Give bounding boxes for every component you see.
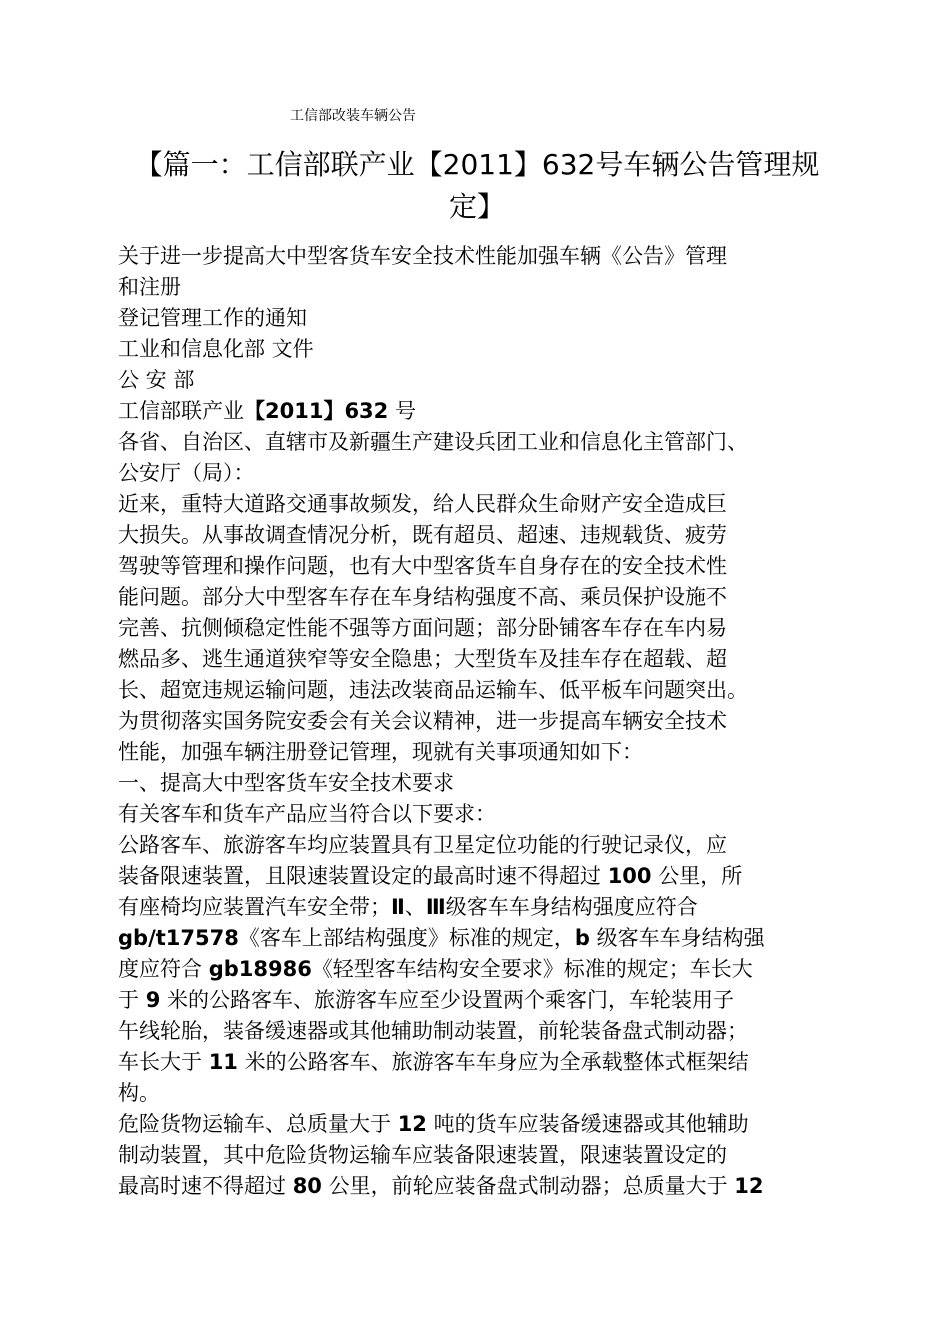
- text-segment: 号: [388, 399, 416, 423]
- text-segment: 《客车上部结构强度》标准的规定，: [238, 926, 575, 950]
- title-line-1: 【篇一：工信部联产业【2011】632号车辆公告管理规: [134, 148, 820, 181]
- text-segment: 燃品多、逃生通道狭窄等安全隐患；大型货车及挂车存在超载、超: [118, 647, 727, 671]
- text-segment: 能问题。部分大中型客车存在车身结构强度不高、乘员保护设施不: [118, 585, 727, 609]
- header-note: 工信部改装车辆公告: [290, 108, 416, 124]
- text-segment: Ⅲ: [425, 895, 446, 919]
- text-segment: 完善、抗侧倾稳定性能不强等方面问题；部分卧铺客车存在车内易: [118, 616, 727, 640]
- text-segment: 公 安 部: [118, 368, 195, 392]
- text-segment: 100: [607, 864, 652, 888]
- text-line: [118, 768, 838, 799]
- text-segment: 、: [404, 895, 426, 919]
- text-line: [118, 1140, 838, 1171]
- text-segment: 公路客车、旅游客车均应装置具有卫星定位功能的行驶记录仪，应: [118, 833, 727, 857]
- title-line-2: 定】: [448, 190, 505, 223]
- text-segment: 公安厅（局）：: [118, 461, 255, 485]
- text-segment: 12: [397, 1112, 427, 1136]
- text-segment: 驾驶等管理和操作问题，也有大中型客货车自身存在的安全技术性: [118, 554, 727, 578]
- text-line: [118, 458, 838, 489]
- text-segment: 级客车车身结构强度应符合: [445, 895, 698, 919]
- text-segment: 各省、自治区、直辖市及新疆生产建设兵团工业和信息化主管部门、: [118, 430, 748, 454]
- text-segment: 制动装置，其中危险货物运输车应装备限速装置，限速装置设定的: [118, 1143, 727, 1167]
- text-segment: 80: [292, 1174, 322, 1198]
- text-segment: 午线轮胎，装备缓速器或其他辅助制动装置，前轮装备盘式制动器；: [118, 1019, 748, 1043]
- text-segment: 【2011】632: [244, 399, 389, 423]
- text-segment: 关于进一步提高大中型客货车安全技术性能加强车辆《公告》管理: [118, 244, 727, 268]
- text-line: [118, 1047, 838, 1078]
- text-segment: 级客车车身结构强: [589, 926, 765, 950]
- text-line: [118, 985, 838, 1016]
- text-segment: 和注册: [118, 275, 181, 299]
- text-line: [118, 892, 838, 923]
- text-segment: 11: [208, 1050, 238, 1074]
- text-line: [118, 334, 838, 365]
- text-segment: 公里，所: [651, 864, 743, 888]
- text-line: [118, 272, 838, 303]
- text-segment: gb/t17578: [118, 926, 239, 950]
- text-segment: 最高时速不得超过: [118, 1174, 293, 1198]
- text-line: [118, 737, 838, 768]
- text-line: [118, 365, 838, 396]
- text-segment: 工信部联产业: [118, 399, 244, 423]
- text-line: [118, 1078, 838, 1109]
- text-line: [118, 861, 838, 892]
- text-segment: 米的公路客车、旅游客车车身应为全承载整体式框架结: [237, 1050, 749, 1074]
- text-segment: 长、超宽违规运输问题，违法改装商品运输车、低平板车问题突出。: [118, 678, 748, 702]
- text-segment: 性能，加强车辆注册登记管理，现就有关事项通知如下：: [118, 740, 643, 764]
- text-line: [118, 427, 838, 458]
- text-segment: 危险货物运输车、总质量大于: [118, 1112, 398, 1136]
- text-segment: 登记管理工作的通知: [118, 306, 307, 330]
- text-segment: 于: [118, 988, 146, 1012]
- text-segment: 工业和信息化部 文件: [118, 337, 314, 361]
- text-line: [118, 830, 838, 861]
- document-body: [118, 241, 838, 1202]
- text-segment: 一、提高大中型客货车安全技术要求: [118, 771, 454, 795]
- text-line: [118, 551, 838, 582]
- text-segment: 米的公路客车、旅游客车应至少设置两个乘客门，车轮装用子: [160, 988, 734, 1012]
- text-segment: 近来，重特大道路交通事故频发，给人民群众生命财产安全造成巨: [118, 492, 727, 516]
- text-segment: 公里，前轮应装备盘式制动器；总质量大于: [321, 1174, 735, 1198]
- text-line: [118, 303, 838, 334]
- text-segment: 12: [734, 1174, 764, 1198]
- text-line: [118, 489, 838, 520]
- text-line: [118, 706, 838, 737]
- text-line: [118, 396, 838, 427]
- text-segment: 为贯彻落实国务院安委会有关会议精神，进一步提高车辆安全技术: [118, 709, 727, 733]
- text-line: [118, 1171, 838, 1202]
- text-line: [118, 613, 838, 644]
- text-segment: 有关客车和货车产品应当符合以下要求：: [118, 802, 496, 826]
- text-segment: 构。: [118, 1081, 160, 1105]
- text-line: [118, 1109, 838, 1140]
- text-line: [118, 954, 838, 985]
- text-line: [118, 582, 838, 613]
- text-line: [118, 923, 838, 954]
- text-line: [118, 1016, 838, 1047]
- text-segment: Ⅱ: [391, 895, 405, 919]
- text-segment: 度应符合: [118, 957, 209, 981]
- text-line: [118, 799, 838, 830]
- document-title: [118, 144, 836, 228]
- text-segment: b: [574, 926, 590, 950]
- text-line: [118, 520, 838, 551]
- text-segment: 有座椅均应装置汽车安全带；: [118, 895, 391, 919]
- text-segment: 大损失。从事故调查情况分析，既有超员、超速、违规载货、疲劳: [118, 523, 727, 547]
- text-segment: gb18986: [208, 957, 312, 981]
- text-segment: 吨的货车应装备缓速器或其他辅助: [426, 1112, 749, 1136]
- text-segment: 车长大于: [118, 1050, 209, 1074]
- text-line: [118, 241, 838, 272]
- text-segment: 9: [145, 988, 161, 1012]
- text-line: [118, 675, 838, 706]
- text-line: [118, 644, 838, 675]
- text-segment: 装备限速装置，且限速装置设定的最高时速不得超过: [118, 864, 608, 888]
- text-segment: 《轻型客车结构安全要求》标准的规定；车长大: [311, 957, 753, 981]
